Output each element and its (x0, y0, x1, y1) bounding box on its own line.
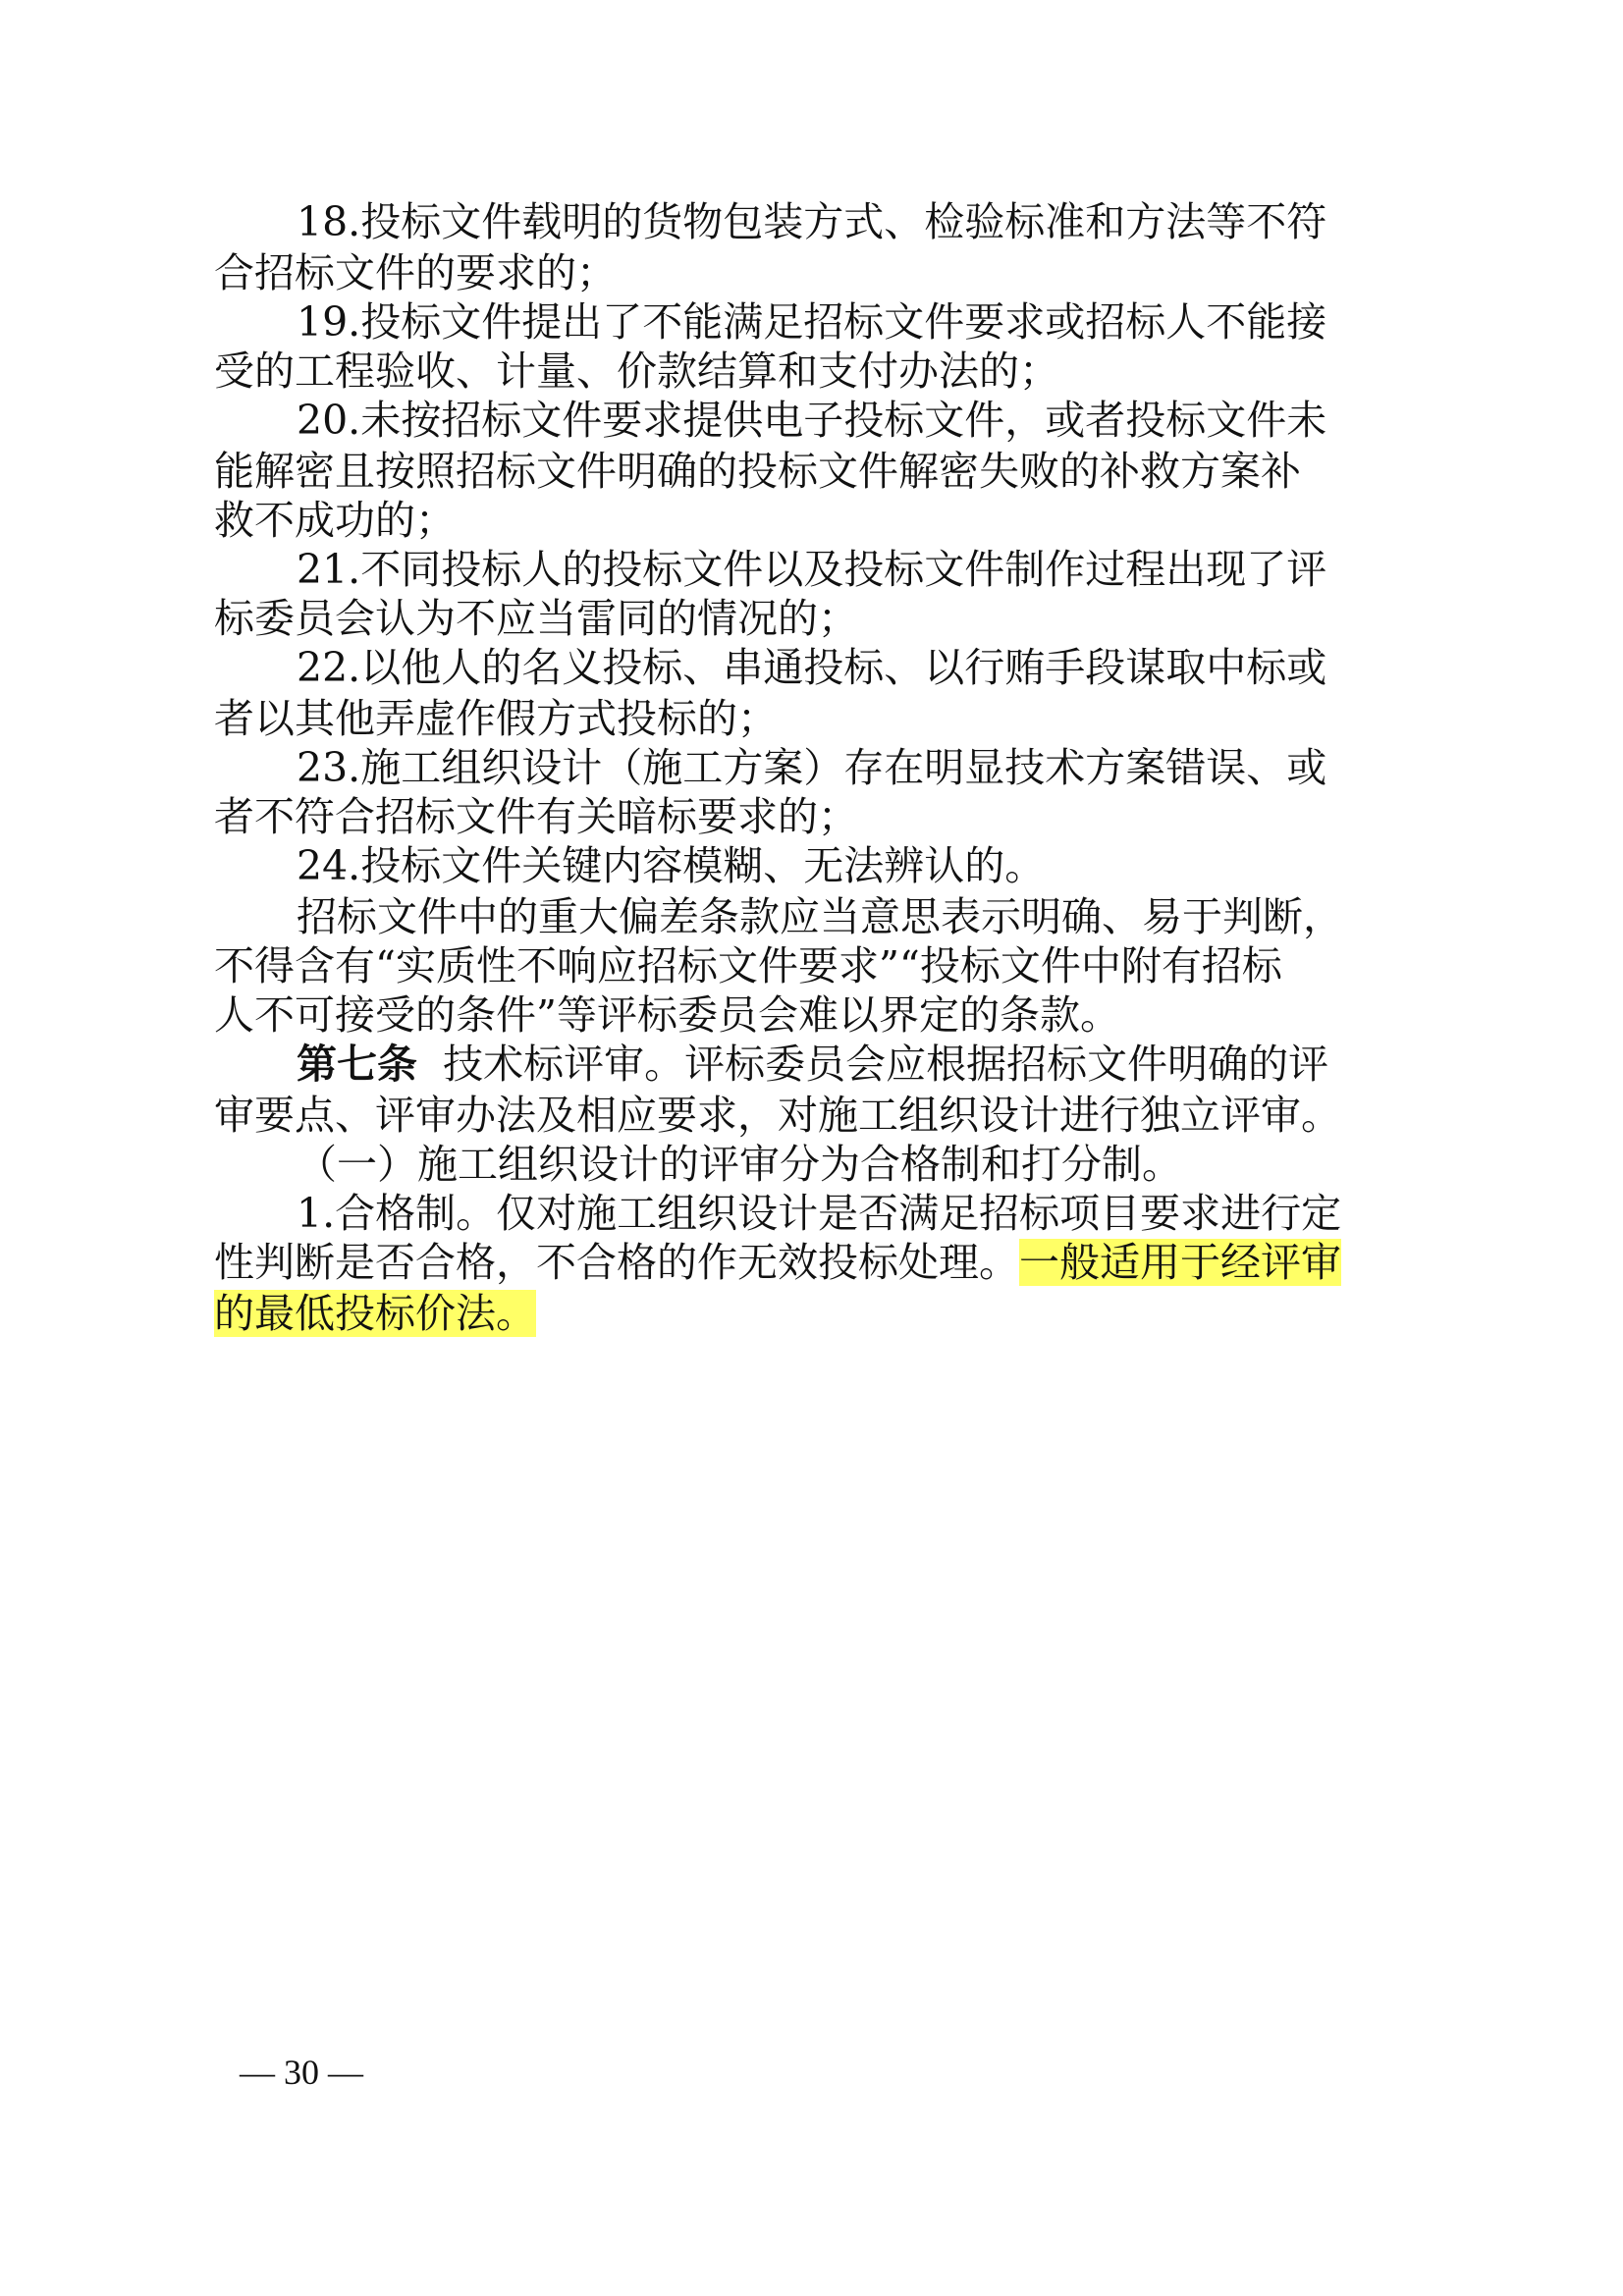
summary-line-3: 人不可接受的条件”等评标委员会难以界定的条款。 (214, 991, 1120, 1039)
paragraph-21-line-2: 标委员会认为不应当雷同的情况的； (214, 595, 858, 642)
section-1-heading: （一）施工组织设计的评审分为合格制和打分制。 (297, 1141, 1182, 1188)
paragraph-23-line-2: 者不符合招标文件有关暗标要求的； (214, 793, 858, 840)
summary-line-2: 不得含有“实质性不响应招标文件要求”“投标文件中附有招标 (214, 942, 1282, 989)
paragraph-20-line-2: 能解密且按照招标文件明确的投标文件解密失败的补救方案补 (214, 448, 1301, 495)
article-7-spacer (417, 1041, 443, 1088)
item-1-line-3 (214, 1284, 536, 1343)
paragraph-18-line-2: 合招标文件的要求的； (214, 249, 617, 296)
page-number: — 30 — (240, 2053, 363, 2092)
item-1-line-2 (214, 1233, 1341, 1292)
article-7-intro: 技术标评审。评标委员会应根据招标文件明确的评 (443, 1041, 1329, 1088)
paragraph-22-line-2: 者以其他弄虚作假方式投标的； (214, 695, 778, 742)
item-1-line-1: 1.合格制。仅对施工组织设计是否满足招标项目要求进行定 (297, 1190, 1342, 1237)
paragraph-20-line-1: 20.未按招标文件要求提供电子投标文件，或者投标文件未 (297, 397, 1327, 444)
article-7-line-1 (297, 1035, 1328, 1094)
paragraph-18-line-1: 18.投标文件载明的货物包装方式、检验标准和方法等不符 (297, 198, 1327, 245)
paragraph-19-line-2: 受的工程验收、计量、价款结算和支付办法的； (214, 347, 1059, 395)
paragraph-24-line-1: 24.投标文件关键内容模糊、无法辨认的。 (297, 842, 1046, 889)
highlighted-text: 的最低投标价法。 (214, 1290, 536, 1337)
paragraph-23-line-1: 23.施工组织设计（施工方案）存在明显技术方案错误、或 (297, 744, 1327, 791)
paragraph-22-line-1: 22.以他人的名义投标、串通投标、以行贿手段谋取中标或 (297, 644, 1327, 691)
article-7-line-2: 审要点、评审办法及相应要求，对施工组织设计进行独立评审。 (214, 1092, 1341, 1139)
paragraph-19-line-1: 19.投标文件提出了不能满足招标文件要求或招标人不能接 (297, 298, 1327, 346)
highlighted-text: 一般适用于经评审 (1019, 1239, 1341, 1286)
paragraph-21-line-1: 21.不同投标人的投标文件以及投标文件制作过程出现了评 (297, 546, 1327, 593)
item-1-line-2-plain: 性判断是否合格，不合格的作无效投标处理。 (214, 1239, 1019, 1286)
paragraph-20-line-3: 救不成功的； (214, 497, 456, 544)
article-7-heading: 第七条 (297, 1041, 417, 1088)
summary-line-1: 招标文件中的重大偏差条款应当意思表示明确、易于判断， (297, 893, 1343, 940)
